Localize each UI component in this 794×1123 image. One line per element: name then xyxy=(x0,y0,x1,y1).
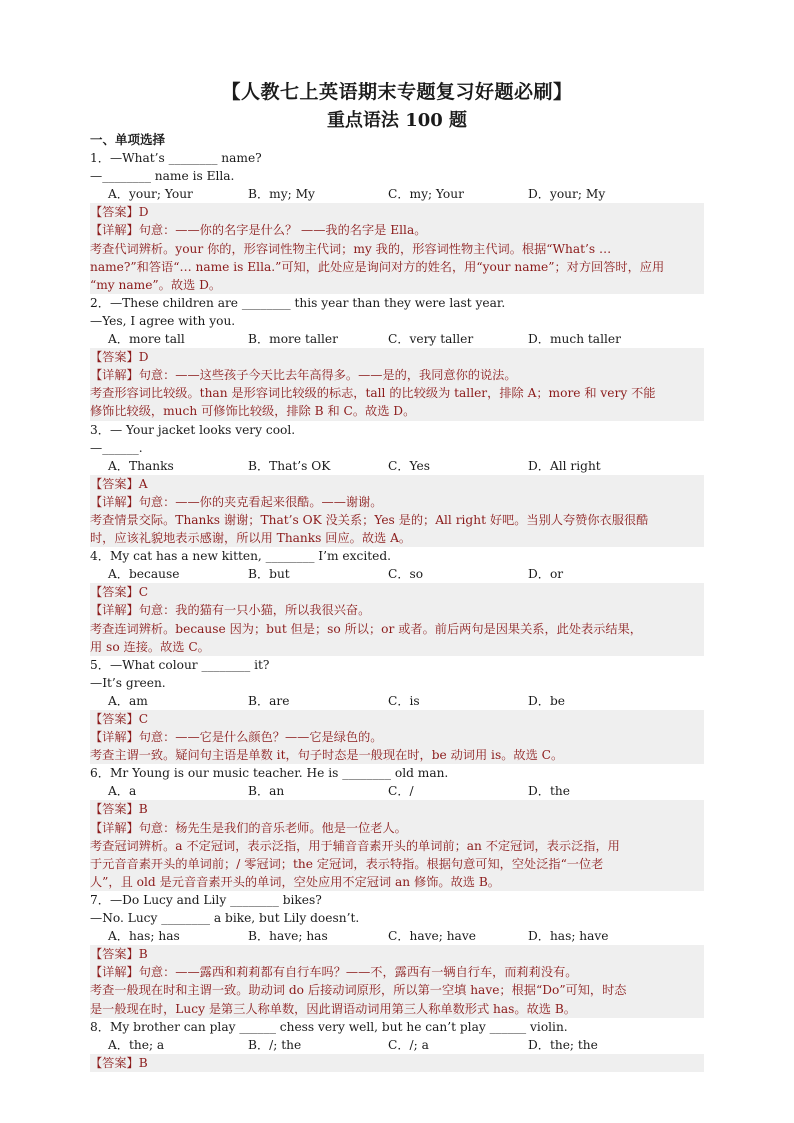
explanation-line: 【详解】句意：——你的夹克看起来很酷。——谢谢。 xyxy=(90,493,704,511)
explanation-line: 【详解】句意：杨先生是我们的音乐老师。他是一位老人。 xyxy=(90,819,704,837)
explanation-line: 考查冠词辨析。a 不定冠词，表示泛指，用于辅音音素开头的单词前；an 不定冠词，表示泛指，用 xyxy=(90,837,704,855)
answer-option: A．a xyxy=(108,784,137,799)
answer-options xyxy=(90,330,704,348)
question-line: 2．—These children are ________ this year than they were last year. xyxy=(90,295,506,310)
question-line: 7．—Do Lucy and Lily ________ bikes? xyxy=(90,892,322,907)
answer-option: B．an xyxy=(248,784,285,799)
answer-option: C．very taller xyxy=(388,332,474,347)
explanation-line: 考查代词辨析。your 你的，形容词性物主代词；my 我的，形容词性物主代词。根据“What’s … xyxy=(90,240,704,258)
answer-option: A．Thanks xyxy=(108,458,174,473)
answer-option: D．much taller xyxy=(528,332,621,347)
answer-option: C．so xyxy=(388,567,424,582)
answer-line: 【答案】D xyxy=(90,348,704,366)
section-heading: 一、单项选择 xyxy=(90,132,166,147)
document-title: 【人教七上英语期末专题复习好题必刷】 xyxy=(221,81,573,103)
question-line: 8．My brother can play ______ chess very well, but he can’t play ______ violin. xyxy=(90,1019,568,1034)
explanation-line: 用 so 连接。故选 C。 xyxy=(90,638,704,656)
explanation-line: 时，应该礼貌地表示感谢，所以用 Thanks 回应。故选 A。 xyxy=(90,529,704,547)
explanation-line: 考查连词辨析。because 因为；but 但是；so 所以；or 或者。前后两句是因果关系，此处表示结果， xyxy=(90,620,704,638)
explanation-line: 修饰比较级，much 可修饰比较级，排除 B 和 C。故选 D。 xyxy=(90,402,704,420)
answer-option: A．more tall xyxy=(108,332,185,347)
question-list xyxy=(90,131,704,1072)
answer-option: C．have; have xyxy=(388,929,476,944)
question-line: 6．Mr Young is our music teacher. He is ________ old man. xyxy=(90,766,449,781)
answer-option: D．be xyxy=(528,693,565,708)
question-line: 3．— Your jacket looks very cool. xyxy=(90,422,296,437)
answer-options xyxy=(90,782,704,800)
answer-option: A．the; a xyxy=(108,1037,165,1052)
answer-line: 【答案】B xyxy=(90,800,704,818)
question-line: —Yes, I agree with you. xyxy=(90,313,236,328)
explanation-line: 考查形容词比较级。than 是形容词比较级的标志，tall 的比较级为 taller，排除 A；more 和 very 不能 xyxy=(90,384,704,402)
question-line: —______. xyxy=(90,440,143,455)
answer-option: C．/ xyxy=(388,784,414,799)
answer-line: 【答案】B xyxy=(90,945,704,963)
answer-option: D．All right xyxy=(528,458,601,473)
explanation-line: 【详解】句意：我的猫有一只小猫，所以我很兴奋。 xyxy=(90,601,704,619)
explanation-line: “my name”。故选 D。 xyxy=(90,276,704,294)
explanation-line: 【详解】句意：——它是什么颜色？——它是绿色的。 xyxy=(90,728,704,746)
answer-options xyxy=(90,1036,704,1054)
question-line: —No. Lucy ________ a bike, but Lily doesn’t. xyxy=(90,911,360,926)
answer-option: C．my; Your xyxy=(388,187,464,202)
answer-options xyxy=(90,185,704,203)
answer-option: C．is xyxy=(388,693,420,708)
explanation-line: 考查情景交际。Thanks 谢谢；That’s OK 没关系；Yes 是的；All right 好吧。当别人夸赞你衣服很酷 xyxy=(90,511,704,529)
answer-options xyxy=(90,927,704,945)
answer-options xyxy=(90,565,704,583)
answer-option: A．am xyxy=(108,693,148,708)
explanation-line: 是一般现在时，Lucy 是第三人称单数，因此谓语动词用第三人称单数形式 has。故选 B。 xyxy=(90,1000,704,1018)
explanation-line: 考查主谓一致。疑问句主语是单数 it，句子时态是一般现在时，be 动词用 is。故选 C。 xyxy=(90,746,704,764)
explanation-line: 人”，且 old 是元音音素开头的单词，空处应用不定冠词 an 修饰。故选 B。 xyxy=(90,873,704,891)
answer-option: C．Yes xyxy=(388,458,430,473)
answer-option: C．/; a xyxy=(388,1037,429,1052)
answer-line: 【答案】D xyxy=(90,203,704,221)
answer-line: 【答案】A xyxy=(90,475,704,493)
explanation-line: 【详解】句意：——这些孩子今天比去年高得多。——是的，我同意你的说法。 xyxy=(90,366,704,384)
answer-options xyxy=(90,692,704,710)
answer-option: B．have; has xyxy=(248,929,328,944)
answer-option: D．or xyxy=(528,567,564,582)
question-line: 4．My cat has a new kitten, ________ I’m excited. xyxy=(90,549,392,564)
answer-line: 【答案】B xyxy=(90,1054,704,1072)
answer-option: D．your; My xyxy=(528,187,606,202)
answer-line: 【答案】C xyxy=(90,710,704,728)
explanation-line: 【详解】句意：——你的名字是什么？ ——我的名字是 Ella。 xyxy=(90,221,704,239)
answer-options xyxy=(90,457,704,475)
answer-option: A．has; has xyxy=(108,929,180,944)
answer-option: D．the xyxy=(528,784,570,799)
answer-option: B．more taller xyxy=(248,332,338,347)
question-line: —________ name is Ella. xyxy=(90,169,235,184)
question-line: —It’s green. xyxy=(90,675,166,690)
answer-option: A．because xyxy=(108,567,180,582)
answer-option: B．but xyxy=(248,567,290,582)
answer-option: D．has; have xyxy=(528,929,609,944)
question-line: 5．—What colour ________ it? xyxy=(90,657,270,672)
answer-option: B．/; the xyxy=(248,1037,302,1052)
explanation-line: 【详解】句意：——露西和莉莉都有自行车吗？——不，露西有一辆自行车，而莉莉没有。 xyxy=(90,963,704,981)
answer-line: 【答案】C xyxy=(90,583,704,601)
explanation-line: name?”和答语“… name is Ella.”可知，此处应是询问对方的姓名，用“your name”；对方回答时，应用 xyxy=(90,258,704,276)
explanation-line: 考查一般现在时和主谓一致。助动词 do 后接动词原形，所以第一空填 have；根据“Do”可知，时态 xyxy=(90,981,704,999)
answer-option: B．my; My xyxy=(248,187,315,202)
answer-option: A．your; Your xyxy=(108,187,193,202)
explanation-line: 于元音音素开头的单词前；/ 零冠词；the 定冠词，表示特指。根据句意可知，空处泛指“一位老 xyxy=(90,855,704,873)
answer-option: B．are xyxy=(248,693,290,708)
document-subtitle: 重点语法 100 题 xyxy=(326,110,468,131)
answer-option: B．That’s OK xyxy=(248,458,331,473)
answer-option: D．the; the xyxy=(528,1037,598,1052)
question-line: 1．—What’s ________ name? xyxy=(90,151,262,166)
